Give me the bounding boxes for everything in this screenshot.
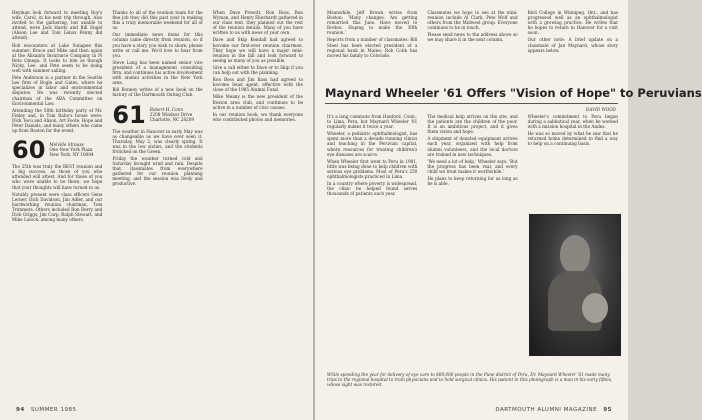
address-line: One New York Plaza	[49, 147, 93, 153]
class-secretary-address	[49, 139, 93, 157]
paragraph: Please send news to the address above so we may share it in the next column.	[427, 32, 518, 43]
paragraph: Our immediate news items for this column came directly from reunion, so if you have a story you wish to share, please write or call me. We'd love to hear from you.	[112, 32, 203, 58]
paragraph: Attending the 50th birthday party of Mr. Finley and, in Tom Rabo's house were: Dick Tecu and Alison, Art Foote, Hope and Peter Daniels, and many others who came up from Boston for the event.	[12, 107, 103, 134]
paragraph: Wheeler, a pediatric ophthalmologist, has spent more than a decade running clinics and teaching in the Peruvian capital, where resources for treating children's eye diseases are scarce.	[327, 131, 418, 157]
address-line: Charlotte, NC 28209	[149, 116, 195, 122]
paragraph: 'We need a lot of help,' Wheeler says. 'But the progress has been real, and every child we treat makes it worthwhile.'	[427, 158, 518, 174]
paragraph: He was so moved by what he saw that he returned home determined to find a way to help on a continuing basis.	[527, 131, 618, 147]
address-line: New York, NY 10004	[49, 152, 94, 158]
class-61-heading	[112, 100, 202, 129]
right-footer	[495, 407, 616, 413]
left-columns	[12, 10, 303, 396]
class-number: 60	[12, 136, 46, 165]
paragraph: Ron Boss and Jim Bass had agreed to become head agent, effective with the close of the 1985 Alumni Fund.	[212, 77, 303, 93]
paragraph: When Wheeler first went to Peru in 1981, little was being done to help children with serious eye problems. Most of Peru's 250 ophthalmologists practiced in Lima.	[327, 158, 418, 180]
paragraph: He plans to keep returning for as long as he is able.	[427, 176, 518, 187]
paragraph: The 25th was truly the BEST reunion and a big success, as those of you who attended will attest. And for those of you who were unable to be there, we hope that your thoughts will have turned to us.	[12, 164, 103, 190]
page-number: 94	[16, 407, 25, 413]
paragraph: Wheeler's commitment to Peru began during a sabbatical year, when he worked with a mission hospital in the Andes.	[527, 114, 618, 130]
paragraph: The medical help arrives on the site, and the patients are the children of the poor. It is an ambitious project, and it gives them vision and hope.	[427, 114, 518, 135]
article-byline: DAVID WOOD	[585, 107, 616, 112]
article-headline: Maynard Wheeler '61 Offers "Vision of Hope" to Peruvians	[325, 86, 702, 100]
left-column-3	[213, 10, 303, 396]
paragraph: Heyman look forward to meeting Roy's wife, Carol, in his next trip through. Also invited to the gathering, but unable to attend, were Jack Hardy and Bill Engel (Alison Lee and Toni Lenox Penny did attend).	[12, 10, 103, 41]
right-top-column-3	[528, 10, 618, 82]
paragraph: Classmates we hope to see at the mini-reunion include Al Clark, Pete Wolf and others from the Midwest group. Everyone continues to be in touch.	[427, 10, 518, 31]
article-column-2	[427, 114, 517, 396]
paragraph: Friday the weather turned cold and Saturday brought wind and rain. Despite that, classmates from everywhere gathered for our reunion planning meeting, and the session was lively and productive.	[112, 155, 203, 187]
right-page	[315, 0, 702, 420]
paragraph: Pete Anderson is a partner in the Seattle law firm of Bogle and Gates, where he specializes in labor and environmental disputes. He was recently elected chairman of the ABA Committee on Environmental Law.	[12, 75, 103, 106]
paragraph: Mike Meany is the new president of the Boston area club, and continues to be active in a number of civic causes.	[212, 94, 303, 110]
photo-doctor-head	[560, 235, 590, 273]
left-page	[0, 0, 313, 420]
left-column-2	[112, 10, 202, 396]
magazine-name: DARTMOUTH ALUMNI MAGAZINE	[495, 407, 598, 413]
paragraph: When Dave Prewitt, Ron Boss, Ron Wyman, and Henry Eberhardt gathered in our class tent, they planned out the rest of the reunion details. Many of you have written to us with news of your own.	[212, 10, 303, 36]
paragraph: Notably present were class officers Gene Lerner, Dick Davidson, Jim Adler, and our hardworking reunion chairman, Tom Trimmers. Others included Ron Berry and Dick Griggs, Jim Carp, Ralph Stewart, and Mike Lalock, among many others.	[12, 191, 103, 223]
paragraph: The weather in Hanover in early May was as changeable as we have ever seen it. Thursday, May 2, was clearly spring. It was in the low sixties, and the students frolicked on the Green.	[112, 128, 203, 154]
photo-caption: While spending the year for delivery of eye care to 800,000 people in the Pune district of Peru, Dr. Maynard Wheeler '61 made many trips to the regional hospital to train physicians and to hold surgical clinics. His patient in this photograph is a man in his early fifties, whose sight was restored.	[327, 372, 613, 387]
paragraph: In a country where poverty is widespread, the clinic he helped found serves thousands of patients each year.	[327, 181, 418, 197]
paragraph: Meanwhile, Jeff Brown writes from Boston: 'Many changes. Am getting remarried this June. Have moved to Boston. Hoping to make the 30th reunion.'	[327, 10, 418, 36]
paragraph: Reports from a number of classmates: Bill Steel has been elected president of a regional bank in Maine; Rob Cobb has moved his family to Colorado.	[327, 37, 418, 58]
page-number: 95	[603, 407, 612, 413]
right-top-column-2	[427, 10, 517, 82]
paragraph: Thanks to all of the reunion team for the fine job they did this past year in making this a truly memorable weekend for all of us.	[112, 10, 203, 31]
address-line: 2208 Windsor Drive	[149, 111, 193, 117]
class-60-heading	[12, 136, 102, 165]
paragraph: Bob encounters at Lake Sunapee this summer: Bruce and Mike and then again at the Allsaints Insurance Company in Pi Beta Omega. It looks to him as though Nicky, Lee, and Pete seem to be doing well with summer sailing.	[12, 42, 103, 74]
paragraph: Steve Lang has been named senior vice president of a management consulting firm, and continues his active involvement with alumni activities in the New York area.	[112, 59, 203, 86]
paragraph: Dave and Skip Kendall had agreed to become our first-ever reunion chairmen. They hope we will have a major mini-reunion in the fall and look forward to seeing as many of you as possible.	[212, 37, 303, 63]
article-column-1	[327, 114, 417, 396]
paragraph: Bird College in Winnipeg, Ont., and has progressed well as an ophthalmologist with a growing practice. He writes that he hopes to return to Hanover for a visit soon.	[527, 10, 618, 36]
paragraph: Give a call either to Dave or to Skip if you can help out with the planning.	[212, 64, 303, 76]
class-number: 61	[112, 100, 146, 129]
secretary-name: Robert H. Conn	[149, 106, 184, 112]
paragraph: In our reunion book, we thank everyone who contributed photos and memories.	[212, 111, 303, 122]
paragraph: It's a long commute from Hanford, Conn., to Lima, Peru, but Maynard Wheeler '61 regularly makes it twice a year.	[327, 114, 418, 130]
paragraph: Our other note: A brief update on a classmate of Jan Maynard, whose story appears below.	[527, 37, 618, 53]
right-top-column-1	[327, 10, 417, 82]
left-column-1	[12, 10, 102, 396]
left-footer	[12, 407, 76, 413]
article-photo	[529, 214, 621, 356]
secretary-name: Melville Strauss	[49, 142, 84, 148]
paragraph: Bill Bonney writes of a new book on the history of the Dartmouth Outing Club.	[112, 87, 203, 98]
headline-rule	[325, 103, 618, 104]
right-top-columns	[327, 10, 618, 82]
paragraph: A shipment of donated equipment arrives each year, organized with help from alumni volunteers, and the local doctors are trained in new techniques.	[427, 136, 518, 157]
class-secretary-address	[150, 104, 194, 122]
issue-season: SUMMER 1985	[30, 407, 77, 413]
photo-patient	[582, 293, 608, 323]
